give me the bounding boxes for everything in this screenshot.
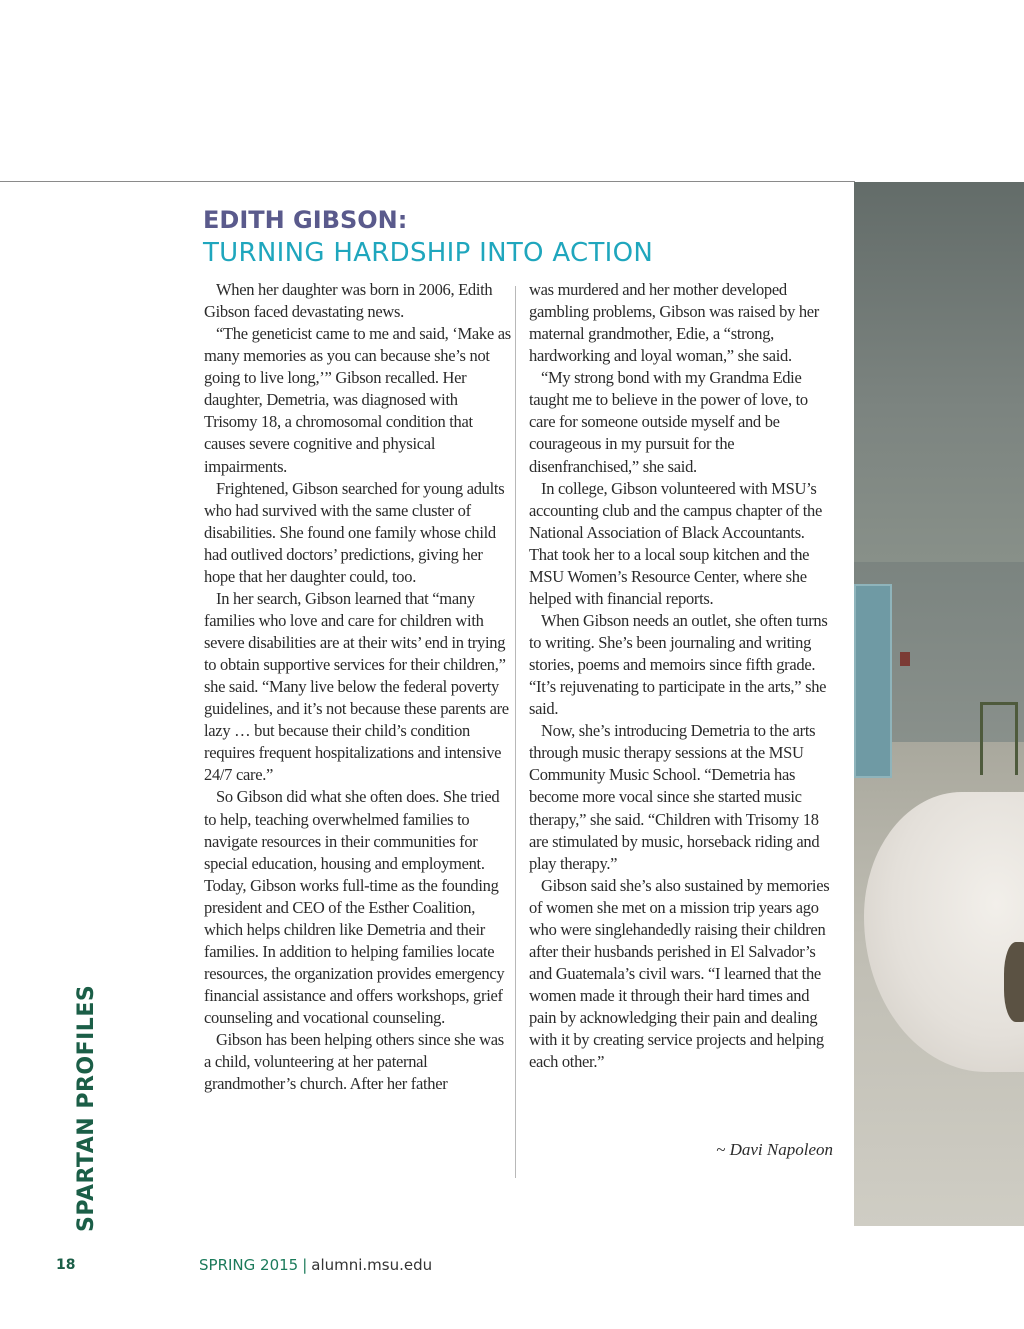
page-number: 18 xyxy=(56,1257,76,1273)
column-divider xyxy=(515,286,516,1178)
paragraph: When her daughter was born in 2006, Edith Gibson faced devastating news. xyxy=(204,280,493,322)
photo-chair xyxy=(980,702,1018,775)
byline: ~ Davi Napoleon xyxy=(716,1140,833,1159)
paragraph: So Gibson did what she often does. She tried to help, teaching overwhelmed families to navigate resources in their communities for special education, housing and employment. Today, Gibson works full-time as the founding president and CEO of the Esther Coalition, which helps children like Demetria and their families. In addition to helping families locate resources, the organization provides emergency financial assistance and offers workshops, grief counseling and vocational counseling. xyxy=(204,787,505,1028)
photo-wall-sign xyxy=(900,652,910,666)
paragraph: was murdered and her mother developed gambling problems, Gibson was raised by her maternal grandmother, Edie, a “strong, hardworking and loyal woman,” she said. xyxy=(529,280,820,366)
paragraph: “The geneticist came to me and said, ‘Make as many memories as you can because she’s not going to live long,’” Gibson recalled. Her daughter, Demetria, was diagnosed with Trisomy 18, a chromosomal condition that causes severe cognitive and physical impairments. xyxy=(204,324,511,476)
footer-separator: | xyxy=(302,1256,308,1274)
paragraph: Frightened, Gibson searched for young adults who had survived with the same cluster of disabilities. She found one family whose child had outlived doctors’ predictions, giving her hope that her daughter could, too. xyxy=(204,478,505,586)
section-tag: SPARTAN PROFILES xyxy=(74,984,99,1232)
paragraph: Gibson said she’s also sustained by memories of women she met on a mission trip years ago who were singlehandedly raising their children after their husbands perished in El Salvador’s and Guatemala’s civil wars. “I learned that the women made it through their hard times and pain by acknowledging their pain and dealing with it by creating service projects and helping each other.” xyxy=(529,875,830,1072)
photo-door xyxy=(854,584,892,778)
article-column-right xyxy=(529,279,837,1073)
paragraph: In college, Gibson volunteered with MSU’s accounting club and the campus chapter of the National Association of Black Accountants. That took her to a local soup kitchen and the MSU Women’s Resource Center, where she helped with financial reports. xyxy=(529,478,823,608)
footer xyxy=(199,1256,432,1274)
paragraph: “My strong bond with my Grandma Edie taught me to believe in the power of love, to care for someone outside myself and be courageous in my pursuit for the disenfranchised,” she said. xyxy=(529,368,808,476)
headline-subtitle: TURNING HARDSHIP INTO ACTION xyxy=(203,238,654,268)
footer-site-link[interactable]: alumni.msu.edu xyxy=(311,1256,433,1274)
photo-wall xyxy=(854,182,1024,562)
paragraph: When Gibson needs an outlet, she often turns to writing. She’s been journaling and writing stories, poems and memoirs since fifth grade. “It’s rejuvenating to participate in the arts,” she said. xyxy=(529,610,828,719)
article-column-left xyxy=(204,279,512,1095)
paragraph: Now, she’s introducing Demetria to the arts through music therapy sessions at the MSU Community Music School. “Demetria has become more vocal since she started music therapy,” she said. “Children with Trisomy 18 are stimulated by music, horseback riding and play therapy.” xyxy=(529,721,820,873)
paragraph: Gibson has been helping others since she was a child, volunteering at her paternal grandmother’s church. After her father xyxy=(204,1030,504,1094)
photo-object xyxy=(1004,942,1024,1022)
article-headline xyxy=(203,204,653,270)
headline-name: EDITH GIBSON: xyxy=(203,206,408,234)
footer-issue: SPRING 2015 xyxy=(199,1256,299,1274)
paragraph: In her search, Gibson learned that “many families who love and care for children with severe disabilities are at their wits’ end in trying to obtain supportive services for their children,” she said. “Many live below the federal poverty guidelines, and it’s not because these parents are lazy … but because their child’s condition requires frequent hospitalizations and intensive 24/7 care.” xyxy=(204,588,509,785)
top-rule xyxy=(0,181,855,182)
cropped-photo xyxy=(854,182,1024,1226)
